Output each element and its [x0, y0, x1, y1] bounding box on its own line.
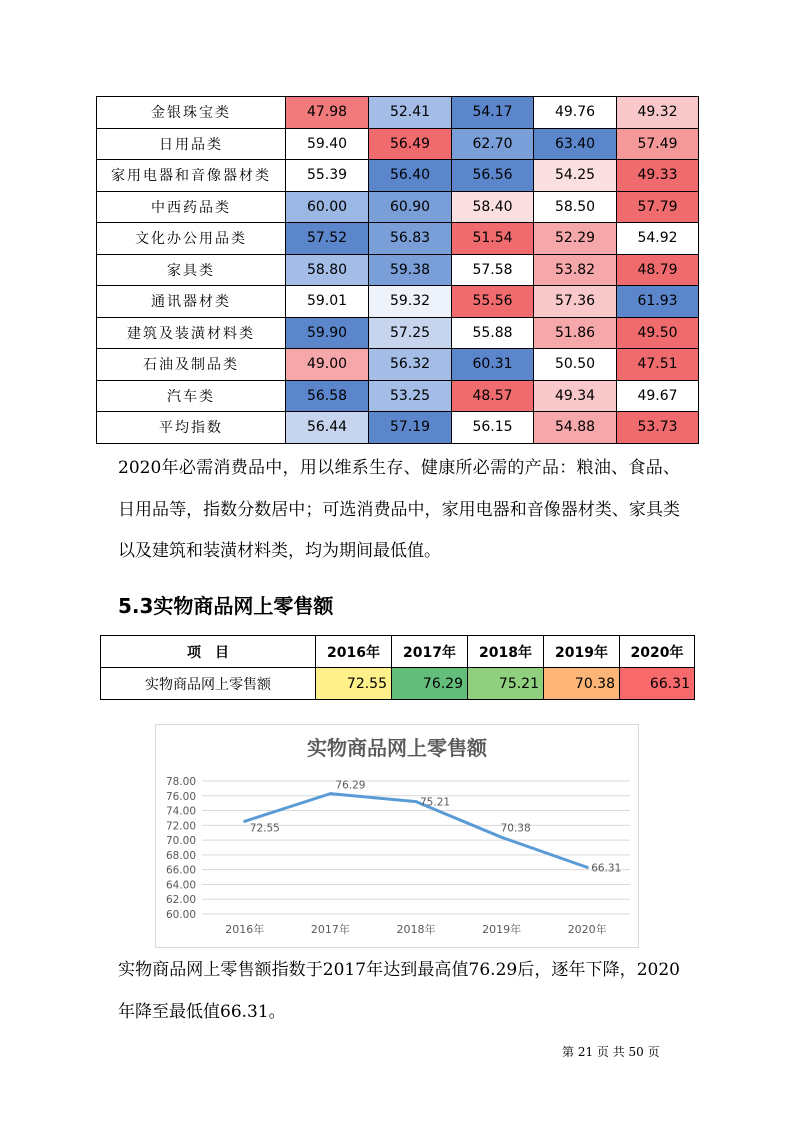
table-cell: 59.32 — [369, 286, 452, 318]
table-cell: 76.29 — [392, 668, 468, 700]
table-row — [97, 286, 699, 318]
table-row-label: 实物商品网上零售额 — [101, 668, 316, 700]
row-label: 家用电器和音像器材类 — [97, 160, 286, 192]
row-label: 中西药品类 — [97, 191, 286, 223]
category-index-table — [96, 96, 699, 444]
row-label: 文化办公用品类 — [97, 223, 286, 255]
table-cell: 59.38 — [369, 254, 452, 286]
table-cell: 58.80 — [286, 254, 369, 286]
row-label: 家具类 — [97, 254, 286, 286]
table-cell: 57.52 — [286, 223, 369, 255]
table-cell: 49.34 — [534, 380, 617, 412]
y-tick-label: 66.00 — [165, 864, 196, 877]
year-header: 2020年 — [620, 636, 695, 668]
table-cell: 49.33 — [617, 160, 699, 192]
table-cell: 47.51 — [617, 349, 699, 381]
row-label: 金银珠宝类 — [97, 97, 286, 129]
table-cell: 56.40 — [369, 160, 452, 192]
table-cell: 57.36 — [534, 286, 617, 318]
y-tick-label: 68.00 — [165, 849, 196, 862]
y-tick-label: 72.00 — [165, 820, 196, 833]
table-cell: 53.82 — [534, 254, 617, 286]
year-header: 2017年 — [392, 636, 468, 668]
table-cell: 59.90 — [286, 317, 369, 349]
table-cell: 57.79 — [617, 191, 699, 223]
row-label: 日用品类 — [97, 128, 286, 160]
table-cell: 49.76 — [534, 97, 617, 129]
table-cell: 58.40 — [452, 191, 534, 223]
y-tick-label: 70.00 — [165, 835, 196, 848]
table-cell: 56.56 — [452, 160, 534, 192]
data-point — [415, 800, 418, 803]
y-tick-label: 62.00 — [165, 894, 196, 907]
table-cell: 56.83 — [369, 223, 452, 255]
table-cell: 54.88 — [534, 412, 617, 444]
year-header: 2016年 — [316, 636, 392, 668]
table-cell: 59.01 — [286, 286, 369, 318]
paragraph-summary: 实物商品网上零售额指数于2017年达到最高值76.29后，逐年下降，2020年降至最低值66.31。 — [118, 960, 680, 1022]
y-tick-label: 74.00 — [165, 805, 196, 818]
table-cell: 54.25 — [534, 160, 617, 192]
table-row — [97, 97, 699, 129]
table-cell: 72.55 — [316, 668, 392, 700]
table-cell: 63.40 — [534, 128, 617, 160]
table-cell: 50.50 — [534, 349, 617, 381]
table-cell: 56.32 — [369, 349, 452, 381]
data-label: 66.31 — [591, 862, 622, 875]
section-heading: 5.3实物商品网上零售额 — [118, 594, 334, 618]
paragraph-consumer-goods: 2020年必需消费品中，用以维系生存、健康所必需的产品：粮油、食品、日用品等，指数分数居中；可选消费品中，家用电器和音像器材类、家具类以及建筑和装潢材料类，均为期间最低值。 — [118, 458, 680, 561]
table-cell: 56.15 — [452, 412, 534, 444]
x-tick-label: 2020年 — [567, 923, 607, 936]
table-cell: 54.17 — [452, 97, 534, 129]
row-label: 石油及制品类 — [97, 349, 286, 381]
table-cell: 53.25 — [369, 380, 452, 412]
row-label: 平均指数 — [97, 412, 286, 444]
table-cell: 49.50 — [617, 317, 699, 349]
year-header: 2019年 — [544, 636, 620, 668]
table-row — [97, 223, 699, 255]
table-cell: 59.40 — [286, 128, 369, 160]
table-cell: 66.31 — [620, 668, 695, 700]
series-line — [245, 794, 587, 868]
y-tick-label: 78.00 — [165, 776, 196, 788]
table-cell: 49.00 — [286, 349, 369, 381]
table-cell: 52.41 — [369, 97, 452, 129]
table-row — [97, 128, 699, 160]
table-cell: 48.57 — [452, 380, 534, 412]
table-cell: 61.93 — [617, 286, 699, 318]
line-chart — [156, 725, 638, 947]
table-cell: 57.49 — [617, 128, 699, 160]
table-cell: 51.86 — [534, 317, 617, 349]
table-row — [97, 191, 699, 223]
table-cell: 52.29 — [534, 223, 617, 255]
table-cell: 75.21 — [468, 668, 544, 700]
data-label: 75.21 — [420, 796, 451, 809]
row-label: 通讯器材类 — [97, 286, 286, 318]
table-cell: 56.49 — [369, 128, 452, 160]
table-cell: 60.31 — [452, 349, 534, 381]
table-cell: 57.25 — [369, 317, 452, 349]
data-label: 76.29 — [335, 779, 366, 792]
x-tick-label: 2019年 — [482, 923, 522, 936]
data-label: 70.38 — [500, 822, 531, 835]
table-cell: 57.19 — [369, 412, 452, 444]
table-cell: 48.79 — [617, 254, 699, 286]
table-cell: 62.70 — [452, 128, 534, 160]
online-retail-table — [100, 635, 695, 700]
data-label: 72.55 — [249, 822, 280, 835]
y-tick-label: 76.00 — [165, 790, 196, 803]
table-cell: 57.58 — [452, 254, 534, 286]
table-cell: 49.67 — [617, 380, 699, 412]
year-header: 2018年 — [468, 636, 544, 668]
table-cell: 58.50 — [534, 191, 617, 223]
table-row — [97, 349, 699, 381]
table-cell: 56.44 — [286, 412, 369, 444]
table-cell: 54.92 — [617, 223, 699, 255]
table-cell: 55.39 — [286, 160, 369, 192]
table-row — [97, 412, 699, 444]
row-label: 建筑及装潢材料类 — [97, 317, 286, 349]
y-tick-label: 64.00 — [165, 879, 196, 892]
table-cell: 51.54 — [452, 223, 534, 255]
x-tick-label: 2018年 — [396, 923, 436, 936]
chart-title: 实物商品网上零售额 — [307, 736, 487, 760]
table-row — [97, 317, 699, 349]
row-label: 汽车类 — [97, 380, 286, 412]
data-point — [329, 792, 332, 795]
data-point — [243, 820, 246, 823]
x-tick-label: 2017年 — [310, 923, 350, 936]
online-retail-chart — [155, 724, 639, 948]
table-header-item: 项 目 — [101, 636, 316, 668]
table-cell: 60.00 — [286, 191, 369, 223]
data-point — [500, 836, 503, 839]
page-footer: 第 21 页 共 50 页 — [562, 1045, 660, 1059]
table-cell: 53.73 — [617, 412, 699, 444]
table-cell: 47.98 — [286, 97, 369, 129]
table-row — [97, 160, 699, 192]
table-cell: 60.90 — [369, 191, 452, 223]
table-cell: 49.32 — [617, 97, 699, 129]
data-point — [586, 866, 589, 869]
table-row — [97, 254, 699, 286]
table-row — [97, 380, 699, 412]
x-tick-label: 2016年 — [225, 923, 265, 936]
table-cell: 55.88 — [452, 317, 534, 349]
table-cell: 56.58 — [286, 380, 369, 412]
table-cell: 55.56 — [452, 286, 534, 318]
table-cell: 70.38 — [544, 668, 620, 700]
y-tick-label: 60.00 — [165, 909, 196, 921]
